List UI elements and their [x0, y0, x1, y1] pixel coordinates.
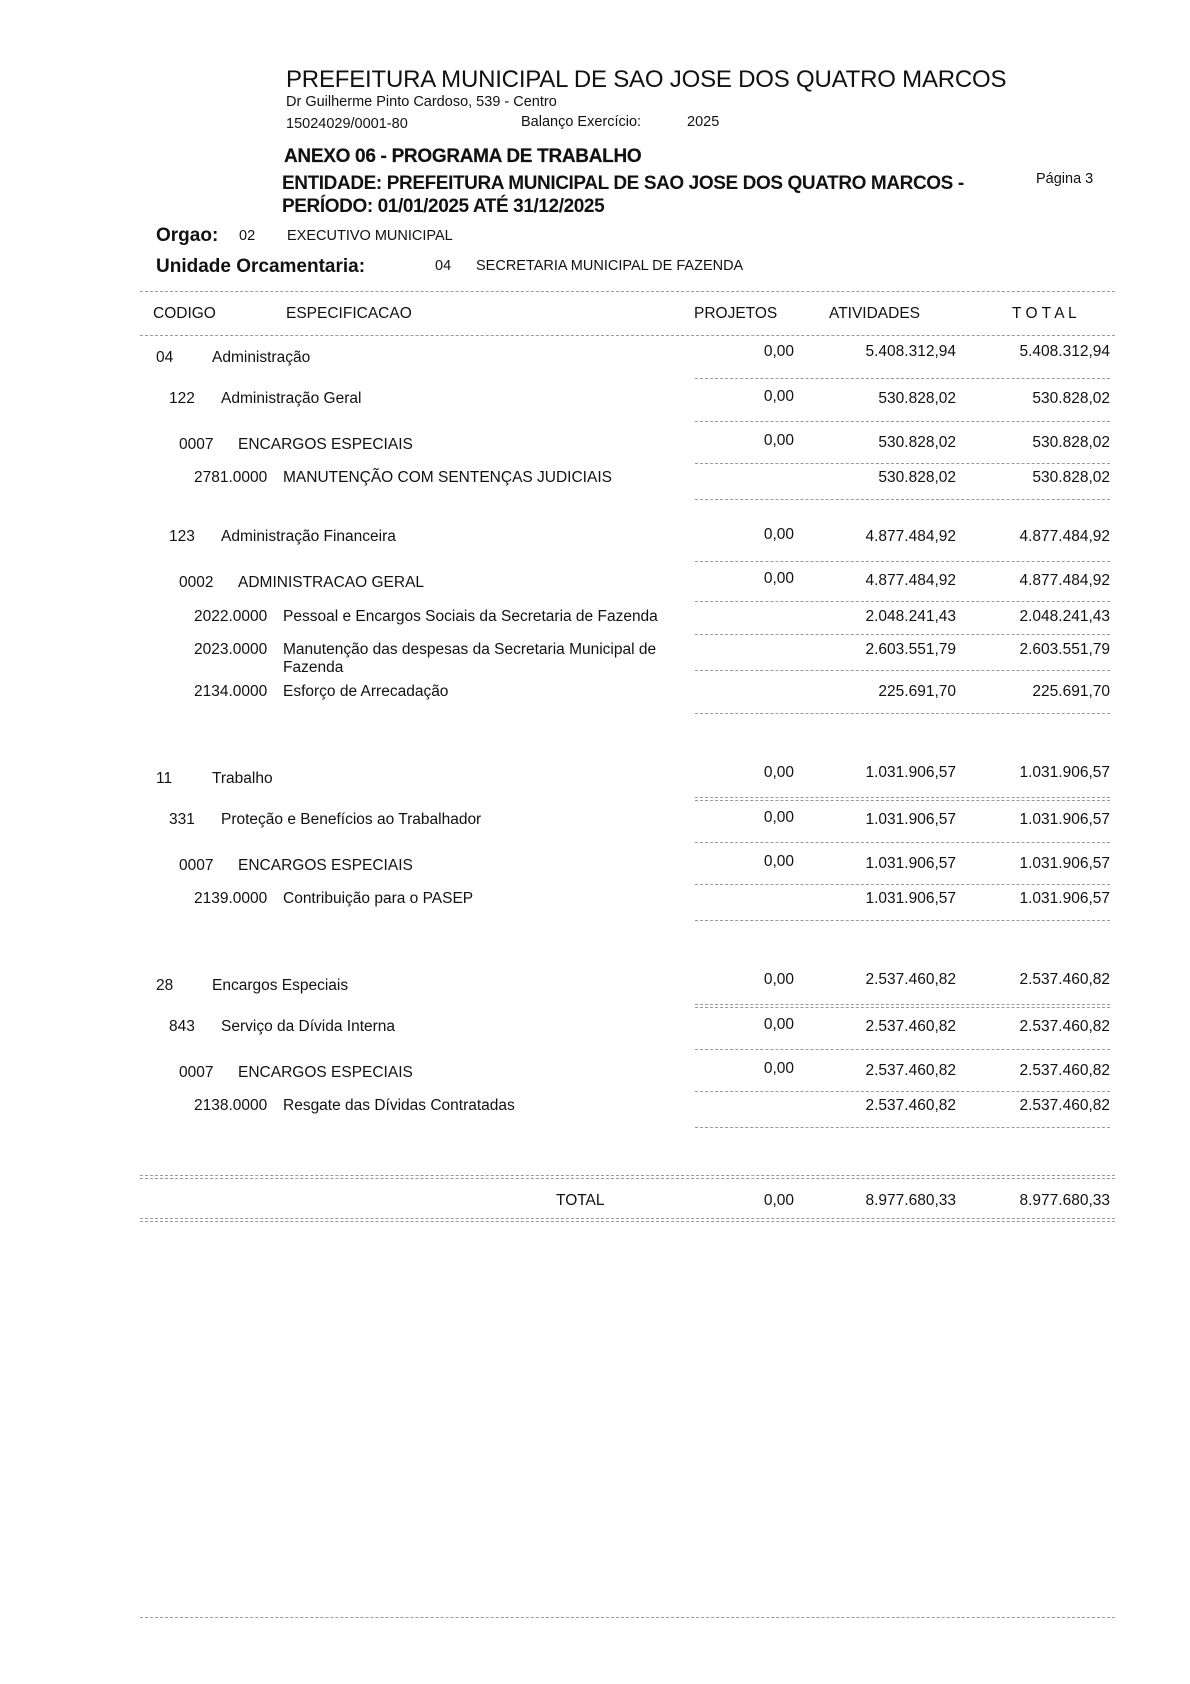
- row-desc: ENCARGOS ESPECIAIS: [238, 857, 413, 874]
- row-desc: ADMINISTRACAO GERAL: [238, 574, 425, 591]
- total-label: TOTAL: [556, 1192, 605, 1209]
- divider: [695, 1127, 1110, 1128]
- row-total: 2.537.460,82: [1019, 1018, 1110, 1035]
- row-total: 4.877.484,92: [1019, 572, 1110, 589]
- row-desc: Administração Geral: [221, 390, 362, 407]
- row-projetos: 0,00: [763, 971, 794, 988]
- col-total: T O T A L: [1012, 305, 1077, 322]
- row-code: 28: [156, 977, 174, 994]
- divider: [695, 670, 1110, 671]
- row-projetos: 0,00: [763, 1016, 794, 1033]
- row-total: 2.537.460,82: [1019, 1097, 1110, 1114]
- row-desc: Esforço de Arrecadação: [283, 683, 449, 700]
- row-desc: Serviço da Dívida Interna: [221, 1018, 396, 1035]
- row-atividades: 4.877.484,92: [865, 528, 956, 545]
- unidade-name: SECRETARIA MUNICIPAL DE FAZENDA: [476, 258, 744, 274]
- row-total: 2.537.460,82: [1019, 1062, 1110, 1079]
- orgao-name: EXECUTIVO MUNICIPAL: [287, 228, 453, 244]
- col-projetos: PROJETOS: [694, 305, 778, 322]
- row-atividades: 2.537.460,82: [865, 1062, 956, 1079]
- divider: [695, 1091, 1110, 1092]
- row-desc: Encargos Especiais: [212, 977, 349, 994]
- cnpj: 15024029/0001-80: [286, 116, 408, 132]
- row-code: 2781.0000: [194, 469, 268, 486]
- row-atividades: 530.828,02: [878, 469, 956, 486]
- total-atividades: 8.977.680,33: [865, 1192, 956, 1209]
- row-code: 11: [156, 770, 173, 787]
- total-projetos: 0,00: [763, 1192, 794, 1209]
- entity-title: ENTIDADE: PREFEITURA MUNICIPAL DE SAO JOSE DOS QUATRO MARCOS -: [282, 173, 964, 194]
- divider: [140, 335, 1115, 336]
- row-desc: Resgate das Dívidas Contratadas: [283, 1097, 515, 1114]
- divider: [695, 884, 1110, 885]
- divider: [140, 1175, 1115, 1176]
- row-desc: Administração Financeira: [221, 528, 396, 545]
- row-code: 843: [169, 1018, 195, 1035]
- row-total: 1.031.906,57: [1019, 764, 1110, 781]
- page-number: Página 3: [1036, 171, 1094, 187]
- row-code: 2023.0000: [194, 641, 268, 658]
- divider: [695, 800, 1110, 801]
- row-total: 5.408.312,94: [1019, 343, 1110, 360]
- row-total: 2.603.551,79: [1019, 641, 1110, 658]
- divider: [140, 1178, 1115, 1179]
- col-atividades: ATIVIDADES: [829, 305, 921, 322]
- divider: [695, 842, 1110, 843]
- row-projetos: 0,00: [763, 388, 794, 405]
- divider: [695, 634, 1110, 635]
- row-desc: Manutenção das despesas da Secretaria Municipal de Fazenda: [283, 641, 657, 676]
- divider: [695, 1007, 1110, 1008]
- row-desc: Trabalho: [212, 770, 273, 787]
- orgao-label: Orgao:: [156, 225, 219, 246]
- divider: [695, 1049, 1110, 1050]
- row-code: 122: [169, 390, 195, 407]
- row-total: 1.031.906,57: [1019, 890, 1110, 907]
- row-code: 0002: [179, 574, 214, 591]
- divider: [695, 601, 1110, 602]
- row-code: 0007: [179, 436, 214, 453]
- row-atividades: 1.031.906,57: [865, 764, 956, 781]
- divider: [695, 561, 1110, 562]
- row-desc: ENCARGOS ESPECIAIS: [238, 436, 413, 453]
- divider: [695, 421, 1110, 422]
- row-atividades: 1.031.906,57: [865, 811, 956, 828]
- row-atividades: 4.877.484,92: [865, 572, 956, 589]
- exercise-year: 2025: [687, 114, 720, 130]
- row-code: 0007: [179, 1064, 214, 1081]
- row-code: 2134.0000: [194, 683, 268, 700]
- row-code: 2022.0000: [194, 608, 268, 625]
- row-projetos: 0,00: [763, 526, 794, 543]
- unidade-code: 04: [435, 258, 452, 274]
- col-especificacao: ESPECIFICACAO: [286, 305, 412, 322]
- row-atividades: 2.537.460,82: [865, 971, 956, 988]
- row-code: 123: [169, 528, 195, 545]
- row-projetos: 0,00: [763, 853, 794, 870]
- unidade-label: Unidade Orcamentaria:: [156, 256, 366, 277]
- row-atividades: 530.828,02: [878, 434, 956, 451]
- row-total: 4.877.484,92: [1019, 528, 1110, 545]
- total-total: 8.977.680,33: [1019, 1192, 1110, 1209]
- row-atividades: 2.537.460,82: [865, 1018, 956, 1035]
- annex-title: ANEXO 06 - PROGRAMA DE TRABALHO: [284, 146, 642, 167]
- divider: [695, 463, 1110, 464]
- row-code: 2138.0000: [194, 1097, 268, 1114]
- row-desc: ENCARGOS ESPECIAIS: [238, 1064, 413, 1081]
- page-title: PREFEITURA MUNICIPAL DE SAO JOSE DOS QUATRO MARCOS: [286, 66, 1007, 93]
- row-total: 530.828,02: [1032, 434, 1110, 451]
- divider: [695, 920, 1110, 921]
- divider: [695, 499, 1110, 500]
- row-desc: Proteção e Benefícios ao Trabalhador: [221, 811, 482, 828]
- period: PERÍODO: 01/01/2025 ATÉ 31/12/2025: [282, 196, 605, 217]
- orgao-code: 02: [239, 228, 256, 244]
- footer-divider: [140, 1617, 1115, 1618]
- divider: [695, 1004, 1110, 1005]
- row-code: 0007: [179, 857, 214, 874]
- row-atividades: 2.048.241,43: [865, 608, 956, 625]
- row-total: 530.828,02: [1032, 469, 1110, 486]
- row-code: 2139.0000: [194, 890, 268, 907]
- row-total: 225.691,70: [1032, 683, 1110, 700]
- exercise-label: Balanço Exercício:: [521, 114, 642, 130]
- col-codigo: CODIGO: [153, 305, 216, 322]
- row-atividades: 2.537.460,82: [865, 1097, 956, 1114]
- row-projetos: 0,00: [763, 343, 794, 360]
- row-projetos: 0,00: [763, 570, 794, 587]
- row-total: 1.031.906,57: [1019, 811, 1110, 828]
- row-projetos: 0,00: [763, 764, 794, 781]
- divider: [140, 1218, 1115, 1219]
- row-atividades: 530.828,02: [878, 390, 956, 407]
- row-code: 04: [156, 349, 174, 366]
- row-atividades: 225.691,70: [878, 683, 956, 700]
- row-atividades: 2.603.551,79: [865, 641, 956, 658]
- row-atividades: 5.408.312,94: [865, 343, 956, 360]
- divider: [140, 291, 1115, 292]
- row-total: 2.048.241,43: [1019, 608, 1110, 625]
- row-projetos: 0,00: [763, 432, 794, 449]
- row-projetos: 0,00: [763, 1060, 794, 1077]
- row-desc: MANUTENÇÃO COM SENTENÇAS JUDICIAIS: [283, 469, 612, 486]
- address: Dr Guilherme Pinto Cardoso, 539 - Centro: [286, 94, 557, 110]
- row-projetos: 0,00: [763, 809, 794, 826]
- row-desc: Pessoal e Encargos Sociais da Secretaria de Fazenda: [283, 608, 658, 625]
- row-total: 2.537.460,82: [1019, 971, 1110, 988]
- row-total: 530.828,02: [1032, 390, 1110, 407]
- row-atividades: 1.031.906,57: [865, 855, 956, 872]
- divider: [140, 1221, 1115, 1222]
- divider: [695, 797, 1110, 798]
- row-total: 1.031.906,57: [1019, 855, 1110, 872]
- row-atividades: 1.031.906,57: [865, 890, 956, 907]
- divider: [695, 378, 1110, 379]
- row-desc: Contribuição para o PASEP: [283, 890, 474, 907]
- row-code: 331: [169, 811, 195, 828]
- row-desc: Administração: [212, 349, 311, 366]
- divider: [695, 713, 1110, 714]
